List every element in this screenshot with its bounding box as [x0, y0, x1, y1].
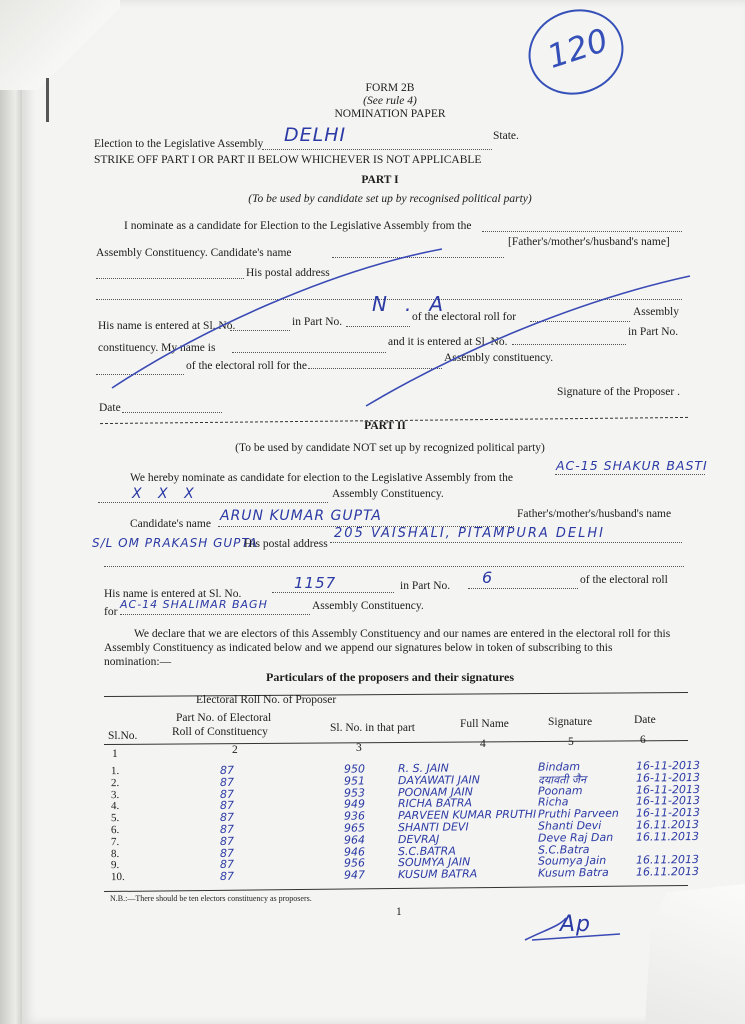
- row-sig: Soumya Jain: [537, 854, 607, 869]
- row-n: 10.: [110, 871, 125, 884]
- part2-for-label: for: [104, 606, 118, 618]
- row-n: 8.: [110, 847, 120, 860]
- row-date: 16.11.2013: [635, 865, 700, 879]
- row-part: 87: [219, 811, 235, 825]
- row-sl: 964: [343, 833, 366, 847]
- part1-line4b: in Part No.: [292, 316, 343, 328]
- row-sl: 947: [343, 868, 366, 882]
- part2-postal-label: His postal address: [244, 538, 328, 550]
- row-name: RICHA BATRA: [397, 796, 473, 811]
- col-num-1: 1: [112, 748, 118, 760]
- row-n: 4.: [110, 800, 120, 813]
- row-part: 87: [219, 775, 235, 789]
- part1-line1: I nominate as a candidate for Election to the Legislative Assembly from the: [124, 220, 472, 232]
- row-part: 87: [219, 834, 235, 848]
- part1-heading: PART I: [361, 174, 399, 186]
- part1-dots-1: [482, 231, 682, 232]
- part2-sl-label: His name is entered at Sl. No.: [104, 588, 242, 600]
- table-header-part: Part No. of Electoral: [176, 712, 272, 724]
- part1-line5b: and it is entered at Sl. No.: [388, 336, 508, 348]
- row-name: SOUMYA JAIN: [397, 855, 471, 870]
- rule-reference: (See rule 4): [363, 95, 417, 107]
- row-sl: 950: [343, 762, 366, 776]
- row-n: 6.: [110, 824, 120, 837]
- part2-dots-5: [104, 566, 684, 567]
- election-state: DELHI: [284, 124, 347, 146]
- row-date: 16-11-2013: [635, 806, 700, 820]
- part1-subtitle: (To be used by candidate set up by recognised political party): [248, 193, 532, 205]
- part1-line2b: [Father's/mother's/husband's name]: [508, 236, 670, 248]
- row-name: SHANTI DEVI: [397, 820, 469, 835]
- part1-dots-8: [232, 352, 386, 353]
- part2-father-label: Father's/mother's/husband's name: [517, 508, 672, 520]
- part1-line5a: constituency. My name is: [98, 342, 216, 354]
- row-sig: दयावती जैन: [537, 772, 587, 787]
- row-n: 5.: [110, 812, 120, 825]
- row-sl: 946: [343, 845, 366, 859]
- table-note: N.B.:—There should be ten electors constituency as proposers.: [110, 894, 312, 903]
- part1-line4c: of the electoral roll for: [412, 311, 517, 323]
- part1-signature: Signature of the Proposer .: [557, 386, 680, 398]
- part2-declare-1: We declare that we are electors of this Assembly Constituency and our names are entered in the electoral roll for this: [134, 628, 671, 640]
- table-header-slpart: Sl. No. in that part: [330, 722, 415, 734]
- part2-line2: Assembly Constituency.: [332, 488, 444, 500]
- row-part: 87: [219, 822, 235, 836]
- col-num-5: 5: [568, 736, 574, 748]
- part1-line4a: His name is entered at Sl. No.: [98, 320, 236, 332]
- row-sig: Deve Raj Dan: [537, 830, 614, 845]
- part1-date: Date: [99, 402, 121, 414]
- table-header-slno: Sl.No.: [108, 730, 138, 742]
- state-suffix: State.: [493, 130, 519, 142]
- part1-line4d: Assembly: [633, 306, 679, 318]
- part1-line5c: in Part No.: [628, 326, 679, 338]
- table-header-group: Electoral Roll No. of Proposer: [196, 694, 337, 706]
- table-header-name: Full Name: [460, 718, 509, 730]
- part2-sl-number: 1157: [294, 574, 337, 592]
- staple-pin-icon: [46, 78, 49, 122]
- part2-dots-7: [468, 588, 578, 589]
- part2-ac-suffix: Assembly Constituency.: [312, 600, 424, 612]
- table-header-part2: Roll of Constituency: [172, 726, 268, 738]
- row-sl: 951: [343, 774, 366, 788]
- row-name: S.C.BATRA: [397, 844, 456, 858]
- part2-dots-6: [272, 592, 394, 593]
- row-sig: Richa: [537, 795, 569, 810]
- row-date: 16.11.2013: [635, 853, 700, 868]
- part2-subtitle: (To be used by candidate NOT set up by recognized political party): [235, 442, 545, 454]
- row-date: 16-11-2013: [635, 758, 700, 773]
- page-number: 1: [396, 906, 402, 918]
- part1-na: N.A: [372, 292, 461, 316]
- stamp-number: 120: [542, 20, 613, 76]
- row-sl: 956: [343, 856, 366, 871]
- col-num-4: 4: [480, 738, 486, 750]
- row-n: 7.: [110, 835, 120, 848]
- initials-signature: Ap: [560, 912, 592, 937]
- row-sig: Shanti Devi: [537, 818, 602, 833]
- part1-dots-10: [96, 374, 184, 375]
- part2-part-label: in Part No.: [400, 580, 451, 592]
- part2-xxx: X X X: [132, 486, 200, 502]
- row-date: 16-11-2013: [635, 782, 700, 797]
- form-title: NOMINATION PAPER: [334, 108, 446, 120]
- row-name: POONAM JAIN: [397, 784, 474, 799]
- part2-declare-2: Assembly Constituency as indicated below and we append our signatures below in token of subscribing to this: [104, 642, 613, 654]
- table-title: Particulars of the proposers and their signatures: [266, 670, 514, 684]
- page-edge: [0, 0, 22, 1024]
- table-header-signature: Signature: [548, 716, 593, 728]
- part1-dots-11: [308, 368, 442, 369]
- part2-heading: PART II: [364, 420, 406, 432]
- part2-dots-8: [120, 614, 310, 615]
- part2-line1: We hereby nominate as candidate for election to the Legislative Assembly from the: [130, 472, 513, 484]
- row-name: DEVRAJ: [397, 832, 440, 846]
- row-name: R. S. JAIN: [397, 761, 449, 776]
- part2-cand-label: Candidate's name: [130, 518, 211, 530]
- part2-dots-4: [330, 542, 682, 543]
- strike-instruction: STRIKE OFF PART I OR PART II BELOW WHICHEVER IS NOT APPLICABLE: [94, 154, 482, 166]
- part1-dots-3: [96, 278, 244, 279]
- part2-roll-label: of the electoral roll: [580, 574, 668, 586]
- row-name: PARVEEN KUMAR PRUTHI: [397, 807, 537, 823]
- election-prefix: Election to the Legislative Assembly: [94, 138, 264, 150]
- part1-postal: His postal address: [246, 267, 330, 279]
- col-num-2: 2: [232, 744, 238, 756]
- part2-dots-1: [555, 474, 705, 475]
- col-num-3: 3: [356, 742, 362, 754]
- row-sig: Bindam: [537, 760, 581, 774]
- row-sl: 949: [343, 797, 366, 812]
- table-header-date: Date: [634, 714, 656, 726]
- part1-dots-2: [332, 257, 504, 258]
- row-sig: S.C.Batra: [537, 842, 590, 857]
- part1-dots-9: [512, 344, 626, 345]
- col-num-6: 6: [640, 734, 646, 746]
- row-sig: Poonam: [537, 783, 583, 798]
- row-date: 16.11.2013: [635, 817, 700, 832]
- row-n: 1.: [110, 765, 120, 778]
- row-part: 87: [219, 787, 235, 801]
- row-part: 87: [219, 858, 235, 872]
- part2-candidate-name: ARUN KUMAR GUPTA: [220, 508, 382, 524]
- part1-dots-5: [230, 330, 290, 331]
- row-date: 16-11-2013: [635, 794, 700, 809]
- row-sig: Pruthi Parveen: [537, 806, 619, 821]
- part1-line2a: Assembly Constituency. Candidate's name: [96, 247, 292, 259]
- form-number: FORM 2B: [365, 82, 415, 94]
- part2-ac: AC-14 SHALIMAR BAGH: [120, 598, 268, 611]
- row-n: 3.: [110, 788, 120, 801]
- row-sl: 936: [343, 809, 366, 823]
- row-n: 9.: [110, 859, 120, 872]
- folded-corner: [0, 0, 120, 90]
- part2-declare-3: nomination:—: [104, 656, 172, 668]
- part2-father-name: S/L OM PRAKASH GUPTA: [92, 536, 258, 550]
- row-date: 16.11.2013: [635, 829, 700, 844]
- part1-line6b: Assembly constituency.: [444, 352, 554, 364]
- row-sl: 953: [343, 786, 366, 800]
- part2-dots-2: [98, 502, 328, 503]
- row-date: 16-11-2013: [635, 770, 700, 785]
- row-sl: 965: [343, 821, 366, 835]
- row-part: 87: [219, 763, 235, 777]
- row-n: 2.: [110, 776, 120, 789]
- row-part: 87: [219, 799, 235, 813]
- part1-dots-7: [530, 321, 630, 322]
- part1-dots-6: [346, 326, 410, 327]
- part2-postal-address: 205 VAISHALI, PITAMPURA DELHI: [334, 526, 605, 541]
- part1-date-dots: [122, 412, 222, 413]
- part1-line6a: of the electoral roll for the: [186, 360, 308, 372]
- row-name: KUSUM BATRA: [397, 867, 478, 882]
- row-part: 87: [219, 846, 235, 860]
- row-name: DAYAWATI JAIN: [397, 773, 481, 787]
- part2-part-number: 6: [482, 568, 494, 587]
- part2-constituency: AC-15 SHAKUR BASTI: [556, 458, 708, 473]
- row-sig: Kusum Batra: [537, 866, 609, 880]
- state-dotted-line: [262, 149, 492, 150]
- row-part: 87: [219, 870, 235, 884]
